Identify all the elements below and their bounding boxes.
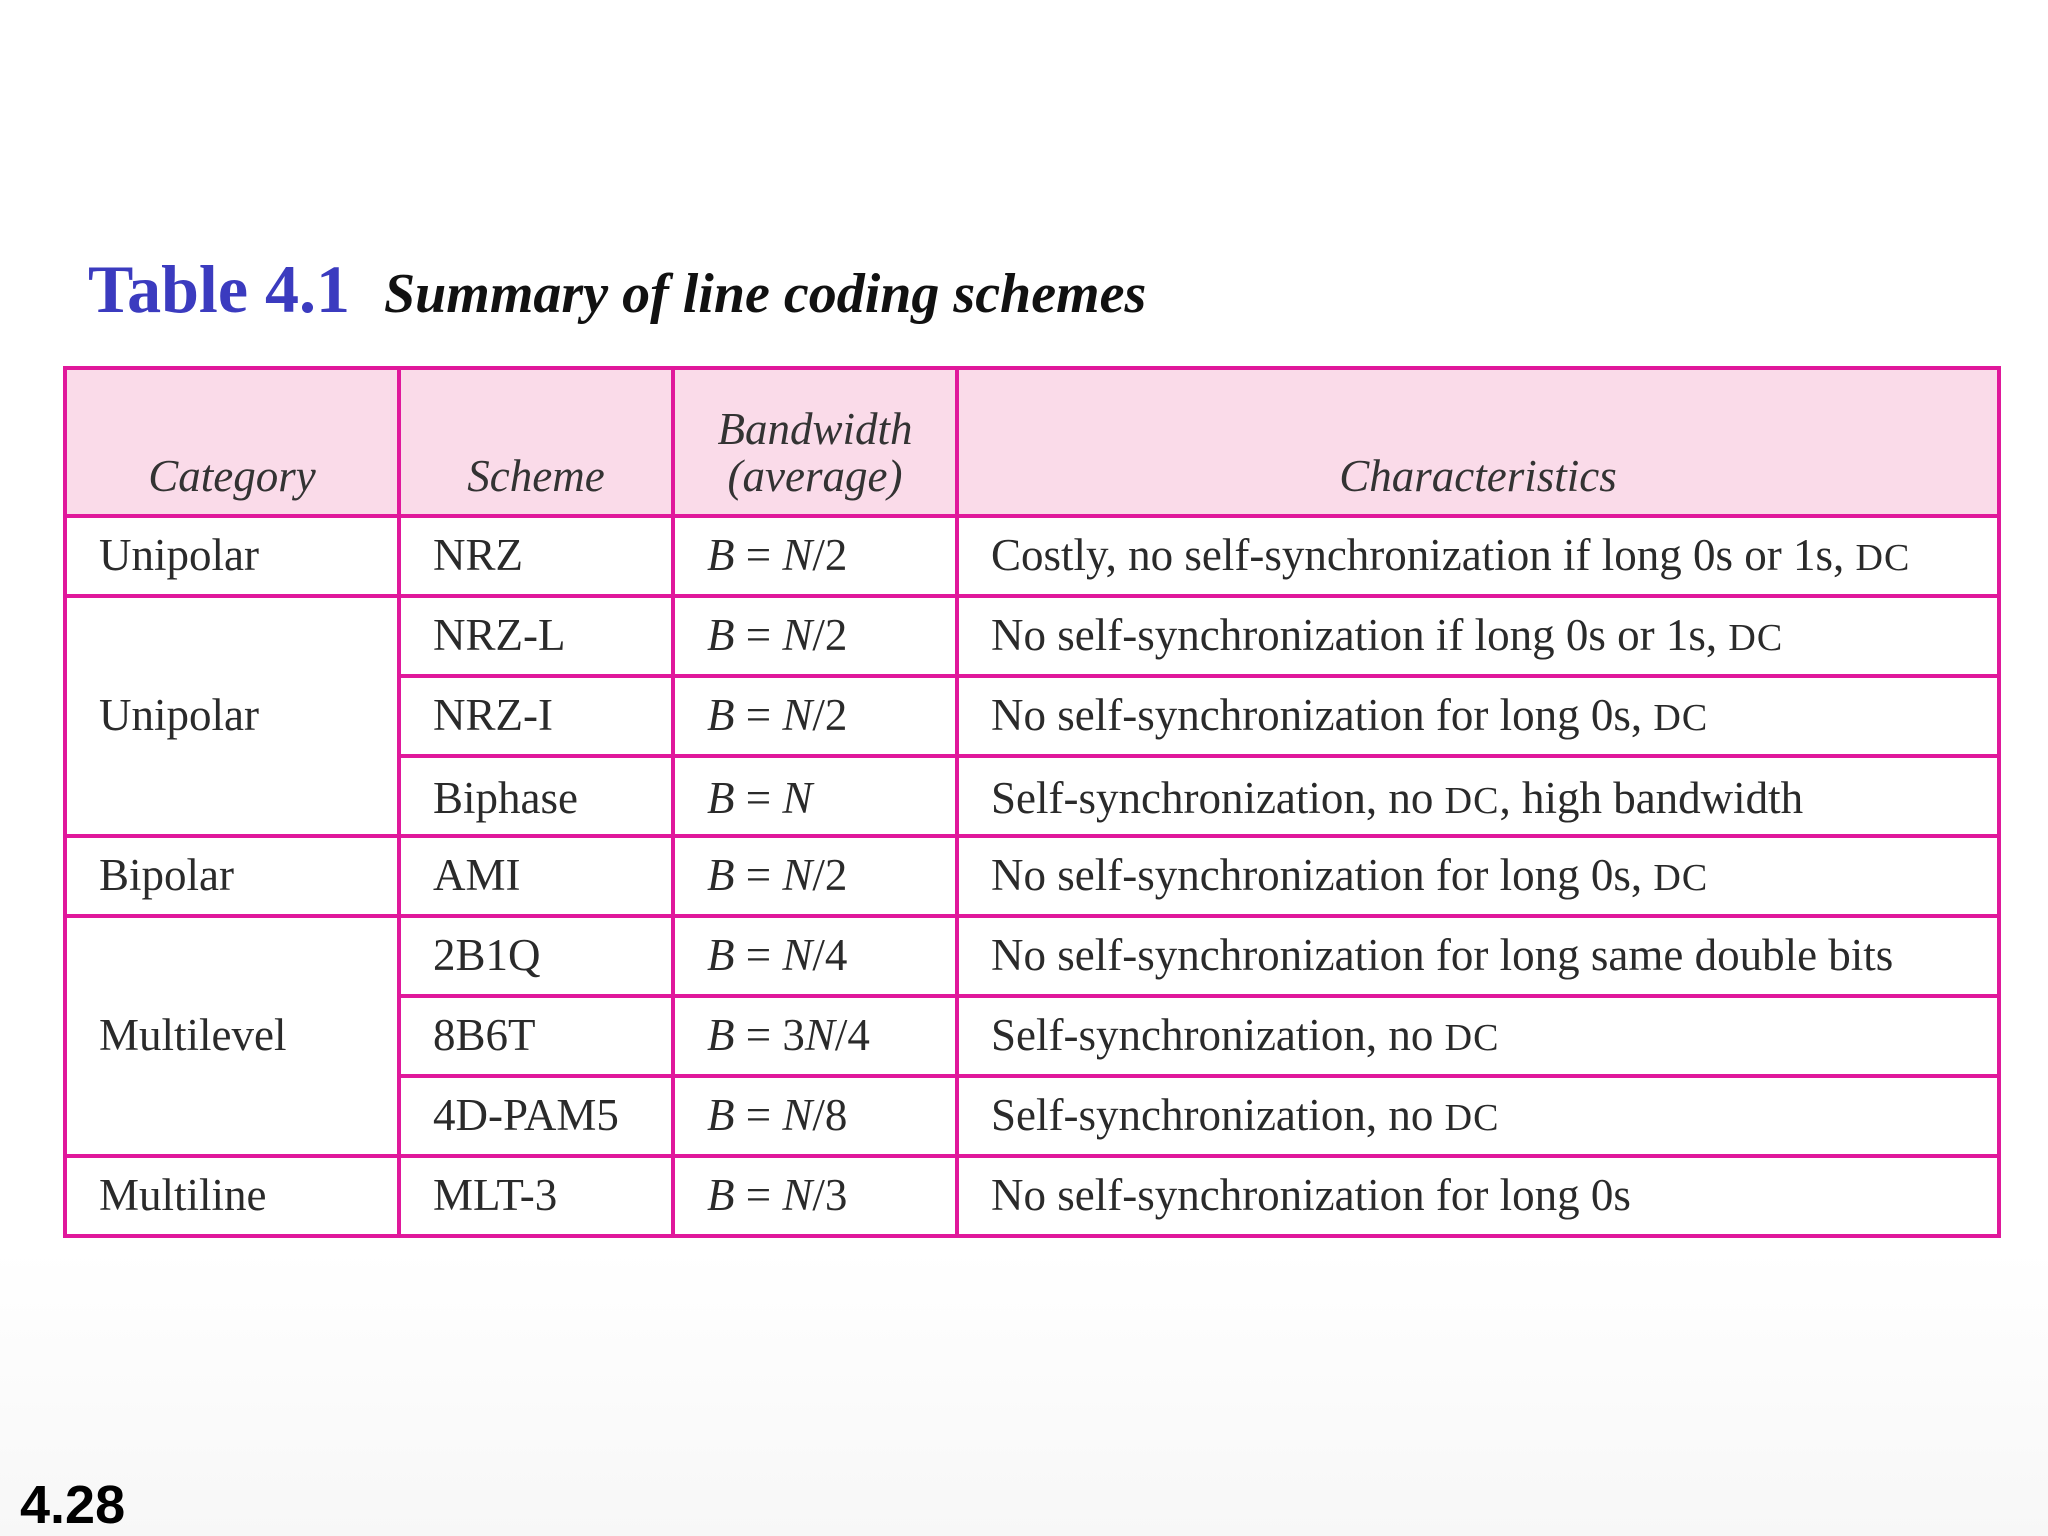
bw-den: /2 bbox=[812, 530, 848, 581]
bw-var: N bbox=[782, 1170, 813, 1221]
characteristics-cell bbox=[957, 516, 1999, 596]
scheme-cell bbox=[399, 756, 673, 836]
char-text: No self-synchronization if long 0s or 1s, bbox=[991, 610, 1729, 661]
bandwidth-cell bbox=[673, 916, 957, 996]
table-row bbox=[65, 916, 1999, 996]
char-dc: DC bbox=[1444, 780, 1500, 823]
bandwidth-cell bbox=[673, 1156, 957, 1236]
scheme-cell: MLT-3 bbox=[399, 1156, 673, 1236]
category-cell: Multiline bbox=[65, 1156, 399, 1236]
bw-eq: = bbox=[734, 773, 783, 824]
table-row bbox=[65, 1156, 1999, 1236]
bw-lhs: B bbox=[707, 773, 735, 824]
char-dc: DC bbox=[1444, 1017, 1500, 1060]
scheme-text: Biphase bbox=[433, 773, 578, 824]
bw-eq: = bbox=[734, 610, 783, 661]
table-number-label: Table 4.1 bbox=[88, 251, 351, 327]
bandwidth-cell bbox=[673, 836, 957, 916]
table-title bbox=[88, 250, 1146, 329]
header-scheme-text: Scheme bbox=[467, 450, 605, 501]
header-characteristics bbox=[957, 368, 1999, 516]
header-row bbox=[65, 368, 1999, 516]
characteristics-cell bbox=[957, 1156, 1999, 1236]
bw-eq: = bbox=[734, 690, 783, 741]
bw-den: /4 bbox=[834, 1010, 870, 1061]
bw-den: /2 bbox=[812, 690, 848, 741]
category-cell: Bipolar bbox=[65, 836, 399, 916]
bw-den: /2 bbox=[812, 850, 848, 901]
bw-lhs: B bbox=[707, 1010, 735, 1061]
bw-var: N bbox=[782, 1090, 813, 1141]
char-after: , high bandwidth bbox=[1499, 773, 1804, 824]
bw-var: N bbox=[782, 610, 813, 661]
bw-eq: = bbox=[734, 850, 783, 901]
characteristics-cell bbox=[957, 996, 1999, 1076]
bw-var: N bbox=[804, 1010, 835, 1061]
header-category bbox=[65, 368, 399, 516]
category-cell: Multilevel bbox=[65, 916, 399, 1156]
char-text: Self-synchronization, no bbox=[991, 773, 1445, 824]
line-coding-table bbox=[63, 366, 2001, 1238]
bw-coef: 3 bbox=[782, 1010, 805, 1061]
category-cell: Unipolar bbox=[65, 596, 399, 836]
char-text: Self-synchronization, no bbox=[991, 1090, 1445, 1141]
header-bandwidth bbox=[673, 368, 957, 516]
characteristics-cell bbox=[957, 1076, 1999, 1156]
scheme-cell: 4D-PAM5 bbox=[399, 1076, 673, 1156]
characteristics-cell bbox=[957, 836, 1999, 916]
bw-var: N bbox=[782, 850, 813, 901]
bw-var: N bbox=[782, 530, 813, 581]
characteristics-cell bbox=[957, 596, 1999, 676]
header-characteristics-text: Characteristics bbox=[1339, 450, 1617, 501]
scheme-cell: NRZ-L bbox=[399, 596, 673, 676]
table-row bbox=[65, 836, 1999, 916]
bandwidth-cell bbox=[673, 676, 957, 756]
bw-var: N bbox=[782, 690, 813, 741]
char-text: Self-synchronization, no bbox=[991, 1010, 1445, 1061]
bw-lhs: B bbox=[707, 930, 735, 981]
bw-lhs: B bbox=[707, 610, 735, 661]
bandwidth-cell bbox=[673, 996, 957, 1076]
header-bandwidth-line1: Bandwidth bbox=[717, 403, 913, 454]
table-row bbox=[65, 596, 1999, 676]
bw-den: /3 bbox=[812, 1170, 848, 1221]
header-bandwidth-line2: (average) bbox=[727, 450, 903, 501]
scheme-cell: AMI bbox=[399, 836, 673, 916]
characteristics-cell bbox=[957, 916, 1999, 996]
bw-lhs: B bbox=[707, 530, 735, 581]
bw-eq: = bbox=[734, 530, 783, 581]
bw-eq: = bbox=[734, 930, 783, 981]
bw-var: N bbox=[782, 773, 813, 824]
char-dc: DC bbox=[1653, 857, 1709, 900]
bw-lhs: B bbox=[707, 1170, 735, 1221]
bandwidth-cell bbox=[673, 756, 957, 836]
header-scheme bbox=[399, 368, 673, 516]
char-text: No self-synchronization for long 0s, bbox=[991, 690, 1654, 741]
header-category-text: Category bbox=[148, 450, 316, 501]
characteristics-cell bbox=[957, 756, 1999, 836]
char-text: Costly, no self-synchronization if long 0s or 1s, bbox=[991, 530, 1856, 581]
scheme-cell: 8B6T bbox=[399, 996, 673, 1076]
category-cell: Unipolar bbox=[65, 516, 399, 596]
bandwidth-cell bbox=[673, 1076, 957, 1156]
char-dc: DC bbox=[1855, 537, 1911, 580]
char-dc: DC bbox=[1653, 697, 1709, 740]
bw-den: /4 bbox=[812, 930, 848, 981]
bw-eq: = bbox=[734, 1170, 783, 1221]
table-row bbox=[65, 516, 1999, 596]
bw-eq: = bbox=[734, 1090, 783, 1141]
table-caption: Summary of line coding schemes bbox=[384, 263, 1147, 325]
bw-lhs: B bbox=[707, 850, 735, 901]
bw-lhs: B bbox=[707, 690, 735, 741]
char-dc: DC bbox=[1444, 1097, 1500, 1140]
scheme-cell: 2B1Q bbox=[399, 916, 673, 996]
bw-var: N bbox=[782, 930, 813, 981]
char-text: No self-synchronization for long 0s bbox=[991, 1170, 1631, 1221]
scheme-cell: NRZ-I bbox=[399, 676, 673, 756]
bandwidth-cell bbox=[673, 516, 957, 596]
bw-den: /2 bbox=[812, 610, 848, 661]
bw-eq: = bbox=[734, 1010, 783, 1061]
scheme-cell: NRZ bbox=[399, 516, 673, 596]
bw-lhs: B bbox=[707, 1090, 735, 1141]
char-text: No self-synchronization for long 0s, bbox=[991, 850, 1654, 901]
characteristics-cell bbox=[957, 676, 1999, 756]
char-dc: DC bbox=[1728, 617, 1784, 660]
bw-den: /8 bbox=[812, 1090, 848, 1141]
page-number: 4.28 bbox=[20, 1475, 126, 1535]
bandwidth-cell bbox=[673, 596, 957, 676]
char-text: No self-synchronization for long same double bits bbox=[991, 930, 1894, 981]
